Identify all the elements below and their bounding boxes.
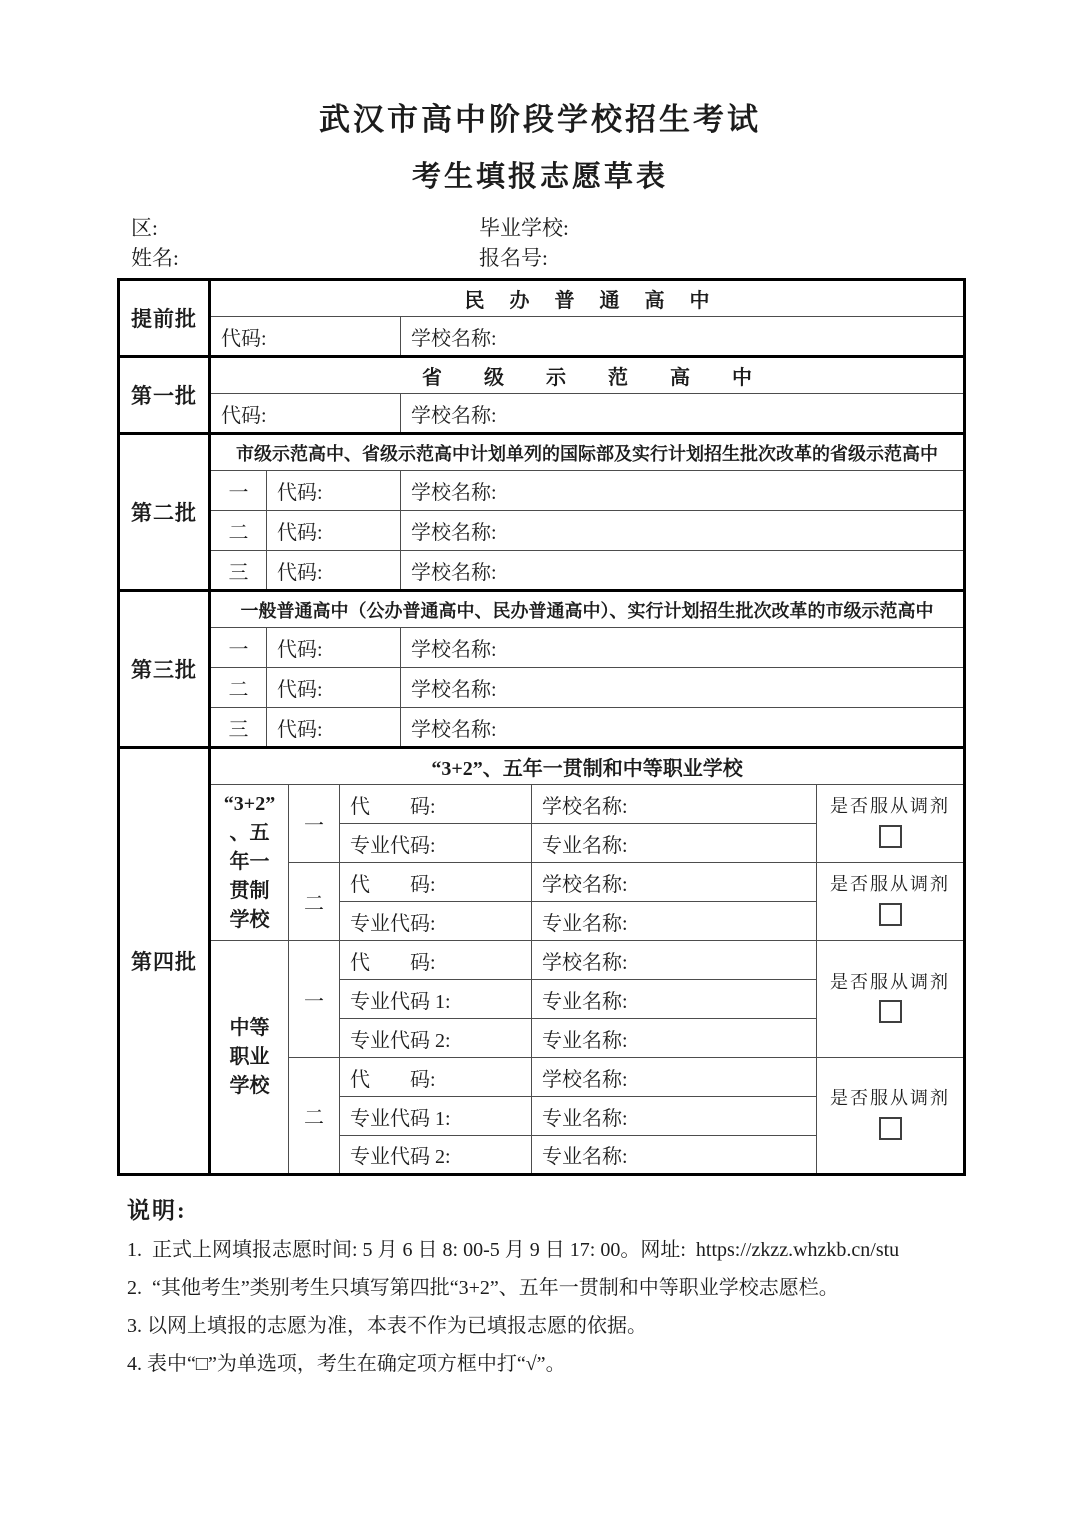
batch-label-4: 第四批: [119, 748, 210, 1175]
major-code-1-label-cell: 专业代码 1:: [340, 1097, 532, 1136]
school-name-label-cell: 学校名称:: [532, 863, 817, 902]
note-item-2: 2. “其他考生”类别考生只填写第四批“3+2”、五年一贯制和中等职业学校志愿栏。: [127, 1277, 839, 1299]
page-title: 武汉市高中阶段学校招生考试: [319, 102, 761, 137]
adjust-checkbox[interactable]: [879, 1000, 902, 1023]
code-label-cell: 代 码:: [340, 785, 532, 824]
adjust-label: 是否服从调剂: [830, 1088, 951, 1109]
code-label-cell: 代码:: [267, 551, 401, 591]
major-name-label-cell: 专业名称:: [532, 980, 817, 1019]
school-name-label-cell: 学校名称:: [401, 628, 965, 668]
adjust-checkbox[interactable]: [879, 825, 902, 848]
district-label: 区:: [131, 216, 158, 240]
header-fields-row-2: [131, 243, 963, 273]
choice-number-cell: 三: [210, 551, 267, 591]
category-header-2: 市级示范高中、省级示范高中计划单列的国际部及实行计划招生批次改革的省级示范高中: [210, 434, 965, 471]
choice-number-cell: 二: [289, 863, 340, 941]
school-name-label-cell: 学校名称:: [401, 394, 965, 434]
adjust-checkbox[interactable]: [879, 903, 902, 926]
code-label-cell: 代码:: [210, 317, 401, 357]
major-name-label-cell: 专业名称:: [532, 824, 817, 863]
major-name-label-cell: 专业名称:: [532, 902, 817, 941]
school-name-label-cell: 学校名称:: [401, 511, 965, 551]
note-item-4: 4. 表中“□”为单选项，考生在确定项方框中打“√”。: [127, 1353, 566, 1375]
major-code-label-cell: 专业代码:: [340, 902, 532, 941]
major-name-label-cell: 专业名称:: [532, 1136, 817, 1175]
category-header-4: “3+2”、五年一贯制和中等职业学校: [210, 748, 965, 785]
code-label-cell: 代码:: [267, 628, 401, 668]
choice-number-cell: 一: [289, 941, 340, 1058]
adjust-cell: [817, 785, 965, 863]
volunteer-form-table: [117, 278, 966, 1176]
choice-number-cell: 一: [210, 471, 267, 511]
school-name-label-cell: 学校名称:: [532, 941, 817, 980]
school-name-label-cell: 学校名称:: [532, 1058, 817, 1097]
adjust-cell: [817, 941, 965, 1058]
major-code-2-label-cell: 专业代码 2:: [340, 1019, 532, 1058]
adjust-label: 是否服从调剂: [830, 796, 951, 817]
code-label-cell: 代 码:: [340, 1058, 532, 1097]
choice-number-cell: 二: [210, 668, 267, 708]
adjust-checkbox[interactable]: [879, 1117, 902, 1140]
category-header-3: 一般普通高中（公办普通高中、民办普通高中）、实行计划招生批次改革的市级示范高中: [210, 591, 965, 628]
category-header-advance: 民办普通高中: [210, 280, 965, 317]
code-label-cell: 代 码:: [340, 941, 532, 980]
code-label-cell: 代码:: [267, 668, 401, 708]
school-name-label-cell: 学校名称:: [401, 708, 965, 748]
choice-number-cell: 一: [289, 785, 340, 863]
choice-number-cell: 二: [289, 1058, 340, 1175]
adjust-cell: [817, 1058, 965, 1175]
note-item-1: [127, 1238, 963, 1263]
adjust-label: 是否服从调剂: [830, 971, 951, 992]
school-name-label-cell: 学校名称:: [532, 785, 817, 824]
code-label-cell: 代 码:: [340, 863, 532, 902]
school-name-label-cell: 学校名称:: [401, 668, 965, 708]
choice-number-cell: 二: [210, 511, 267, 551]
notes-heading: 说明:: [127, 1198, 187, 1223]
choice-number-cell: 三: [210, 708, 267, 748]
adjust-label: 是否服从调剂: [830, 874, 951, 895]
document-page: [117, 0, 963, 1377]
school-name-label-cell: 学校名称:: [401, 551, 965, 591]
major-code-2-label-cell: 专业代码 2:: [340, 1136, 532, 1175]
choice-number-cell: 一: [210, 628, 267, 668]
code-label-cell: 代码:: [267, 471, 401, 511]
group-label-vocational: 中等职业学校: [210, 941, 289, 1175]
batch-label-3: 第三批: [119, 591, 210, 748]
code-label-cell: 代码:: [267, 708, 401, 748]
website-url[interactable]: https://zkzz.whzkb.cn/stu: [695, 1239, 900, 1261]
major-name-label-cell: 专业名称:: [532, 1019, 817, 1058]
batch-label-2: 第二批: [119, 434, 210, 591]
school-name-label-cell: 学校名称:: [401, 317, 965, 357]
school-name-label-cell: 学校名称:: [401, 471, 965, 511]
adjust-cell: [817, 863, 965, 941]
batch-label-1: 第一批: [119, 357, 210, 434]
note-item-3: 3. 以网上填报的志愿为准，本表不作为已填报志愿的依据。: [127, 1315, 647, 1337]
major-code-1-label-cell: 专业代码 1:: [340, 980, 532, 1019]
header-fields: [117, 213, 963, 273]
notes-section: [117, 1192, 963, 1377]
page-subtitle: 考生填报志愿草表: [411, 161, 668, 193]
group-label-32: “3+2”、五年一贯制学校: [210, 785, 289, 941]
note-1-text: 1. 正式上网填报志愿时间: 5 月 6 日 8: 00-5 月 9 日 17: 00。网址:: [127, 1239, 696, 1261]
name-label: 姓名:: [131, 246, 179, 270]
major-name-label-cell: 专业名称:: [532, 1097, 817, 1136]
reg-no-label: 报名号:: [479, 246, 548, 270]
category-header-1: 省级示范高中: [210, 357, 965, 394]
major-code-label-cell: 专业代码:: [340, 824, 532, 863]
code-label-cell: 代码:: [267, 511, 401, 551]
grad-school-label: 毕业学校:: [479, 216, 569, 240]
header-fields-row-1: [131, 213, 963, 243]
batch-label-advance: 提前批: [119, 280, 210, 357]
code-label-cell: 代码:: [210, 394, 401, 434]
